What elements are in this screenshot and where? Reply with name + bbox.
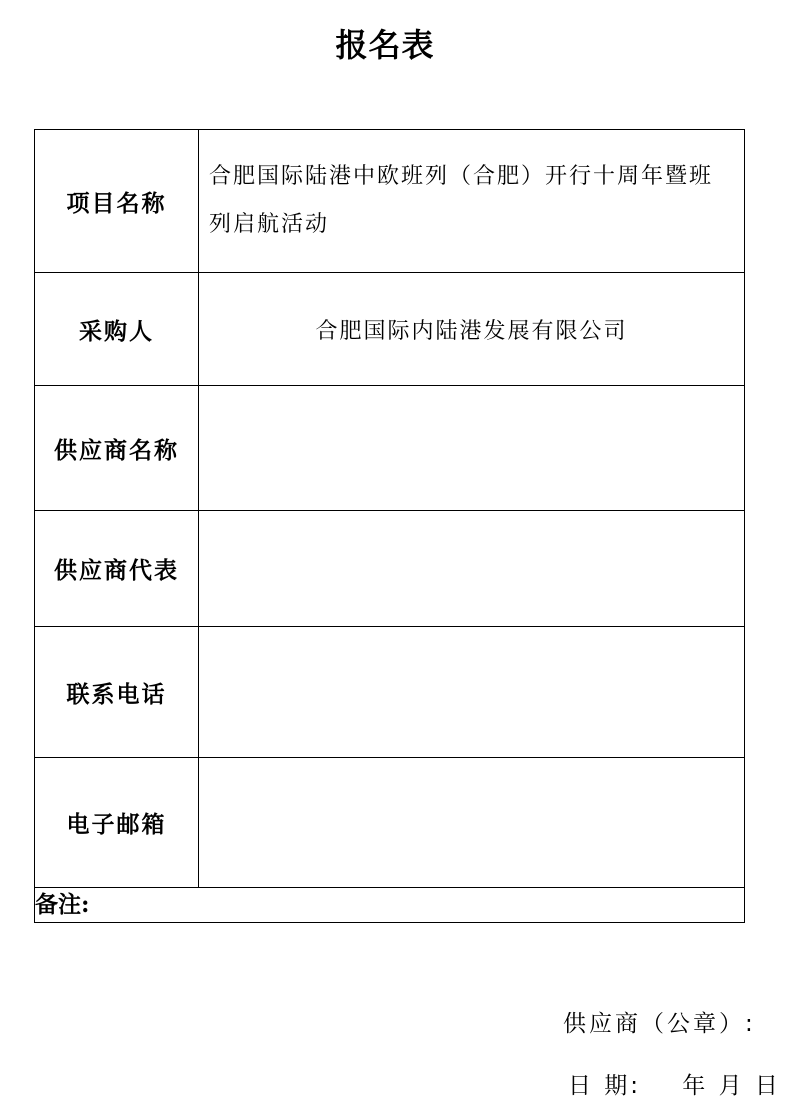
- supplier-representative-value[interactable]: [199, 511, 745, 627]
- project-name-value: 合肥国际陆港中欧班列（合肥）开行十周年暨班列启航活动: [199, 130, 745, 273]
- registration-table: [34, 129, 745, 923]
- project-name-label: 项目名称: [35, 130, 199, 273]
- purchaser-value: 合肥国际内陆港发展有限公司: [199, 273, 745, 386]
- table-row-phone: [35, 627, 745, 758]
- email-label: 电子邮箱: [35, 758, 199, 888]
- table-row-purchaser: [35, 273, 745, 386]
- purchaser-label: 采购人: [35, 273, 199, 386]
- table-row-supplier-name: [35, 386, 745, 511]
- table-row-remark: [35, 888, 745, 923]
- form-title: 报名表: [335, 26, 435, 64]
- supplier-representative-label: 供应商代表: [35, 511, 199, 627]
- email-value[interactable]: [199, 758, 745, 888]
- date-line: 日 期: 年 月 日: [568, 1073, 781, 1099]
- table-row-supplier-representative: [35, 511, 745, 627]
- phone-label: 联系电话: [35, 627, 199, 758]
- phone-value[interactable]: [199, 627, 745, 758]
- supplier-name-value[interactable]: [199, 386, 745, 511]
- supplier-name-label: 供应商名称: [35, 386, 199, 511]
- table-row-email: [35, 758, 745, 888]
- supplier-stamp-line: 供应商（公章）:: [563, 1011, 756, 1037]
- table-row-project-name: [35, 130, 745, 273]
- remark-label: 备注:: [35, 888, 745, 923]
